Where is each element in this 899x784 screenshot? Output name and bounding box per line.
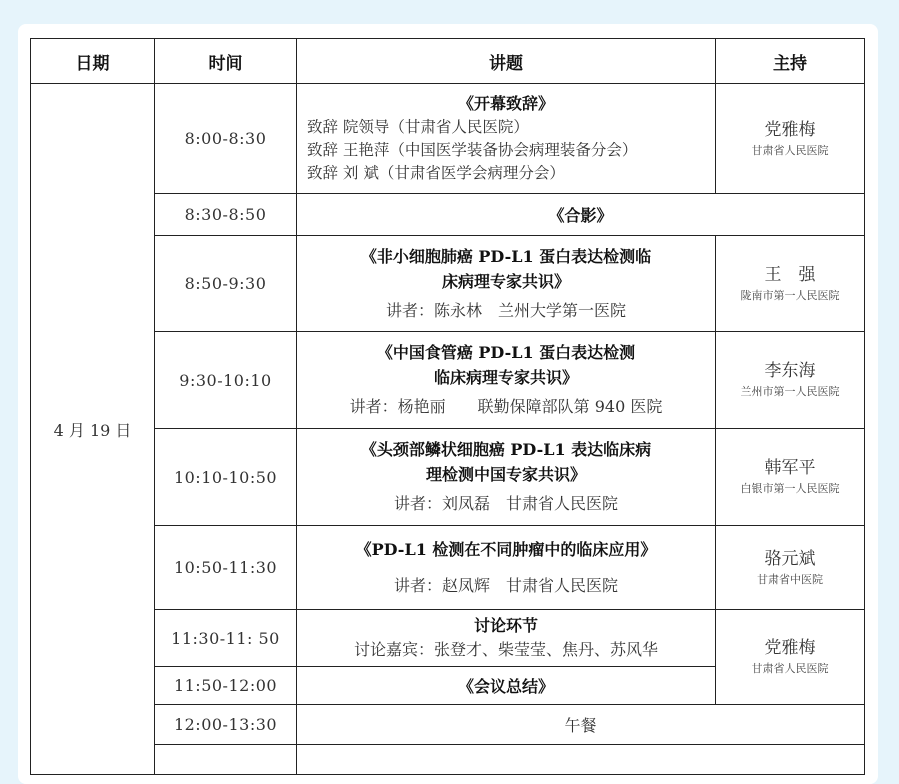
- topic-title: 《开幕致辞》: [457, 94, 554, 113]
- host-org: 甘肃省中医院: [757, 572, 823, 586]
- table-header-row: [31, 39, 865, 84]
- host-name: 党雅梅: [764, 638, 816, 658]
- speaker-line: 讲者：刘凤磊 甘肃省人民医院: [393, 494, 618, 513]
- topic-line: 致辞 王艳萍（中国医学装备协会病理装备分会）: [307, 141, 638, 159]
- time-cell: 11:50-12:00: [155, 667, 297, 705]
- time-cell: 10:50-11:30: [155, 526, 297, 610]
- topic-title: 理检测中国专家共识》: [425, 465, 586, 484]
- topic-title: 《非小细胞肺癌 PD-L1 蛋白表达检测临: [360, 246, 652, 266]
- host-org: 甘肃省人民医院: [751, 662, 829, 675]
- topic-cell: [297, 84, 716, 194]
- header-time: 时间: [155, 39, 297, 84]
- time-cell: [155, 745, 297, 775]
- header-host: 主持: [716, 39, 865, 84]
- host-name: 王 强: [764, 264, 816, 285]
- host-cell: [716, 332, 865, 429]
- topic-title: 《中国食管癌 PD-L1 蛋白表达检测: [376, 343, 636, 362]
- host-org: 陇南市第一人民医院: [740, 288, 840, 302]
- topic-title: 床病理专家共识》: [441, 271, 570, 291]
- table-row: [31, 429, 865, 526]
- table-row: [31, 705, 865, 745]
- host-cell: [716, 610, 865, 705]
- header-date: 日期: [31, 39, 155, 84]
- host-org: 白银市第一人民医院: [740, 482, 840, 495]
- table-row: [31, 526, 865, 610]
- topic-title: 《PD-L1 检测在不同肿瘤中的临床应用》: [355, 539, 657, 559]
- table-row: [31, 236, 865, 332]
- topic-cell: [297, 236, 716, 332]
- time-cell: 9:30-10:10: [155, 332, 297, 429]
- speaker-line: 讲者：陈永林 兰州大学第一医院: [385, 300, 626, 320]
- host-cell: [716, 429, 865, 526]
- host-cell: [716, 526, 865, 610]
- time-cell: 10:10-10:50: [155, 429, 297, 526]
- table-row: [31, 745, 865, 775]
- schedule-table: [30, 38, 865, 775]
- time-cell: 12:00-13:30: [155, 705, 297, 745]
- topic-cell: [297, 745, 865, 775]
- topic-cell: 午餐: [297, 705, 865, 745]
- host-cell: [716, 84, 865, 194]
- table-row: [31, 332, 865, 429]
- table-row: [31, 194, 865, 236]
- time-cell: 11:30-11: 50: [155, 610, 297, 667]
- speaker-line: 讲者：杨艳丽 联勤保障部队第 940 医院: [349, 397, 663, 416]
- host-name: 李东海: [764, 361, 816, 381]
- topic-cell: 《合影》: [297, 194, 865, 236]
- header-topic: 讲题: [297, 39, 716, 84]
- topic-line: 致辞 院领导（甘肃省人民医院）: [307, 118, 529, 136]
- topic-title: 临床病理专家共识》: [433, 368, 578, 387]
- topic-line: 致辞 刘 斌（甘肃省医学会病理分会）: [307, 164, 565, 182]
- time-cell: 8:50-9:30: [155, 236, 297, 332]
- host-name: 骆元斌: [764, 548, 816, 569]
- host-name: 党雅梅: [764, 119, 816, 140]
- topic-cell: [297, 610, 716, 667]
- host-cell: [716, 236, 865, 332]
- topic-cell: [297, 429, 716, 526]
- topic-cell: [297, 332, 716, 429]
- host-org: 兰州市第一人民医院: [740, 385, 840, 398]
- table-row: [31, 84, 865, 194]
- topic-title: 讨论环节: [473, 616, 538, 635]
- time-cell: 8:00-8:30: [155, 84, 297, 194]
- date-cell: 4 月 19 日: [31, 84, 155, 775]
- topic-title: 《头颈部鳞状细胞癌 PD-L1 表达临床病: [360, 440, 652, 459]
- host-org: 甘肃省人民医院: [751, 143, 829, 157]
- time-cell: 8:30-8:50: [155, 194, 297, 236]
- topic-cell: 《会议总结》: [297, 667, 716, 705]
- speaker-line: 讲者：赵凤辉 甘肃省人民医院: [393, 575, 618, 595]
- table-row: [31, 610, 865, 667]
- topic-cell: [297, 526, 716, 610]
- host-name: 韩军平: [764, 458, 816, 478]
- speaker-line: 讨论嘉宾：张登才、柴莹莹、焦丹、苏风华: [353, 640, 658, 659]
